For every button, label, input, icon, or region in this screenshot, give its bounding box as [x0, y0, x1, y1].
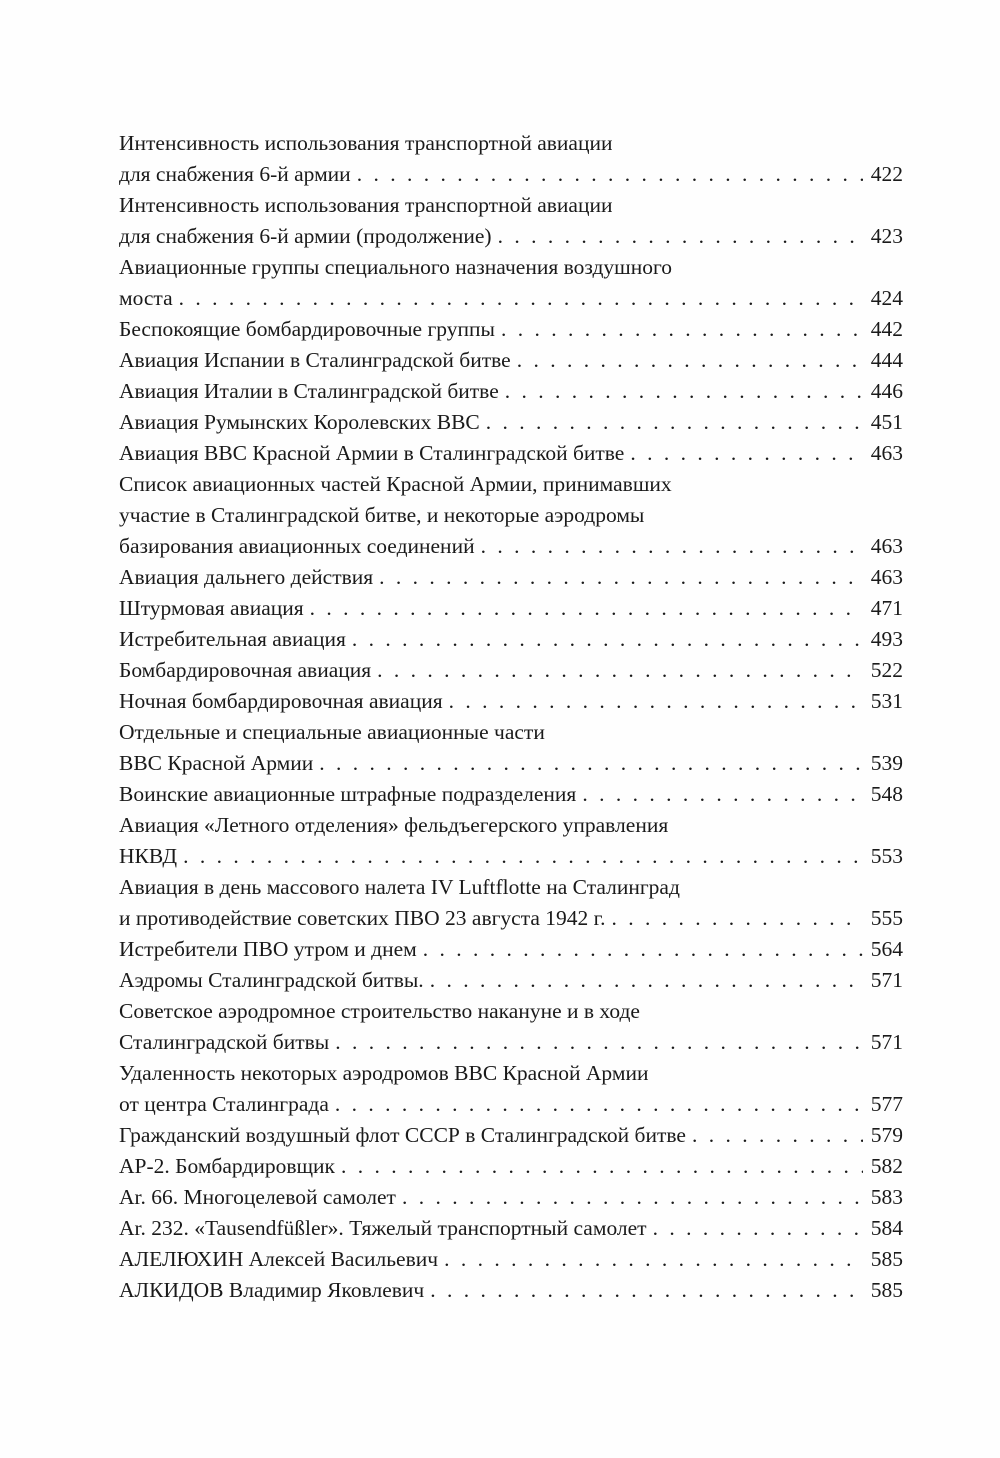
- toc-entry-title-line: Авиация Румынских Королевских ВВС: [119, 410, 480, 434]
- toc-entry: [119, 686, 903, 717]
- toc-entry: [119, 593, 903, 624]
- toc-entry-title-line: ВВС Красной Армии: [119, 751, 314, 775]
- toc-entry: [119, 810, 903, 872]
- toc-entry-title-line: Ночная бомбардировочная авиация: [119, 689, 443, 713]
- toc-entry-last-line: [119, 531, 903, 562]
- toc-entry-last-line: [119, 593, 903, 624]
- dot-leader: [335, 1151, 863, 1182]
- toc-entry-last-line: [119, 438, 903, 469]
- toc-page-number: 463: [870, 534, 903, 558]
- toc-entry: [119, 438, 903, 469]
- toc-entry-title-line: Удаленность некоторых аэродромов ВВС Красной Армии: [119, 1061, 649, 1085]
- toc-entry-last-line: [119, 376, 903, 407]
- dot-leader: [624, 438, 863, 469]
- toc-entry-title-line: базирования авиационных соединений: [119, 534, 475, 558]
- toc-entry: [119, 1275, 903, 1306]
- toc-entry: [119, 407, 903, 438]
- toc-page-number: 522: [870, 658, 903, 682]
- toc-entry: [119, 345, 903, 376]
- toc-entry: [119, 717, 903, 779]
- toc-entry: [119, 314, 903, 345]
- dot-leader: [329, 1089, 863, 1120]
- toc-page-number: 446: [870, 379, 903, 403]
- toc-entry-title-line: Авиационные группы специального назначения воздушного: [119, 255, 673, 279]
- toc-entry-title-line: НКВД: [119, 844, 178, 868]
- dot-leader: [605, 903, 863, 934]
- table-of-contents: [119, 128, 903, 1306]
- toc-page-number: 571: [870, 1030, 903, 1054]
- toc-page-number: 424: [870, 286, 903, 310]
- toc-page-number: 423: [870, 224, 903, 248]
- toc-entry-title-line: Авиация ВВС Красной Армии в Сталинградской битве: [119, 441, 625, 465]
- toc-entry-last-line: [119, 903, 903, 934]
- dot-leader: [173, 283, 863, 314]
- toc-entry-last-line: [119, 1213, 903, 1244]
- dot-leader: [475, 531, 863, 562]
- toc-page-number: 579: [870, 1123, 903, 1147]
- toc-entry-title-line: Сталинградской битвы: [119, 1030, 330, 1054]
- toc-entry: [119, 624, 903, 655]
- toc-entry-last-line: [119, 1089, 903, 1120]
- toc-entry-title-line: АЛКИДОВ Владимир Яковлевич: [119, 1278, 425, 1302]
- toc-entry-title-line: Авиация дальнего действия: [119, 565, 374, 589]
- dot-leader: [647, 1213, 863, 1244]
- toc-entry-title-line: Интенсивность использования транспортной авиации: [119, 131, 613, 155]
- toc-page-number: 493: [870, 627, 903, 651]
- toc-entry-title-line: для снабжения 6-й армии (продолжение): [119, 224, 492, 248]
- toc-page-number: 583: [870, 1185, 903, 1209]
- dot-leader: [499, 376, 863, 407]
- toc-entry-title-line: моста: [119, 286, 173, 310]
- toc-entry-last-line: [119, 1244, 903, 1275]
- toc-page-number: 471: [870, 596, 903, 620]
- toc-entry-last-line: [119, 686, 903, 717]
- toc-entry-title-line: Истребители ПВО утром и днем: [119, 937, 417, 961]
- toc-entry-title-line: участие в Сталинградской битве, и некоторые аэродромы: [119, 503, 645, 527]
- toc-page-number: 539: [870, 751, 903, 775]
- dot-leader: [396, 1182, 863, 1213]
- toc-page-number: 564: [870, 937, 903, 961]
- toc-entry: [119, 190, 903, 252]
- toc-entry-last-line: [119, 1275, 903, 1306]
- toc-entry: [119, 1058, 903, 1120]
- toc-entry: [119, 1182, 903, 1213]
- toc-page-number: 555: [870, 906, 903, 930]
- dot-leader: [424, 965, 863, 996]
- toc-entry: [119, 934, 903, 965]
- dot-leader: [371, 655, 863, 686]
- toc-entry-last-line: [119, 159, 903, 190]
- toc-page-number: 444: [870, 348, 903, 372]
- toc-page-number: 531: [870, 689, 903, 713]
- dot-leader: [686, 1120, 863, 1151]
- toc-entry-last-line: [119, 655, 903, 686]
- toc-entry-title-line: АР-2. Бомбардировщик: [119, 1154, 335, 1178]
- toc-entry-title-line: Аэдромы Сталинградской битвы.: [119, 968, 424, 992]
- toc-entry-title-line: и противодействие советских ПВО 23 августа 1942 г.: [119, 906, 606, 930]
- dot-leader: [373, 562, 863, 593]
- toc-entry: [119, 655, 903, 686]
- toc-entry-title-line: АЛЕЛЮХИН Алексей Васильевич: [119, 1247, 439, 1271]
- toc-page-number: 585: [870, 1247, 903, 1271]
- toc-entry-last-line: [119, 314, 903, 345]
- toc-entry: [119, 779, 903, 810]
- toc-entry-title-line: Ar. 66. Многоцелевой самолет: [119, 1185, 396, 1209]
- toc-entry-title-line: Авиация «Летного отделения» фельдъегерского управления: [119, 813, 669, 837]
- toc-entry-last-line: [119, 841, 903, 872]
- toc-entry: [119, 1120, 903, 1151]
- toc-entry: [119, 996, 903, 1058]
- toc-entry: [119, 872, 903, 934]
- toc-entry-title-line: Штурмовая авиация: [119, 596, 304, 620]
- dot-leader: [492, 221, 863, 252]
- dot-leader: [424, 1275, 863, 1306]
- dot-leader: [511, 345, 863, 376]
- toc-entry-title-line: Авиация Италии в Сталинградской битве: [119, 379, 499, 403]
- toc-entry: [119, 469, 903, 562]
- toc-entry-title-line: для снабжения 6-й армии: [119, 162, 351, 186]
- toc-entry-last-line: [119, 1182, 903, 1213]
- dot-leader: [177, 841, 863, 872]
- toc-entry-title-line: Список авиационных частей Красной Армии, принимавших: [119, 472, 672, 496]
- toc-entry-last-line: [119, 221, 903, 252]
- toc-page-number: 442: [870, 317, 903, 341]
- toc-entry-title-line: от центра Сталинграда: [119, 1092, 329, 1116]
- toc-entry-last-line: [119, 1027, 903, 1058]
- toc-entry-title-line: Воинские авиационные штрафные подразделения: [119, 782, 577, 806]
- toc-page-number: 577: [870, 1092, 903, 1116]
- dot-leader: [417, 934, 863, 965]
- toc-entry: [119, 1213, 903, 1244]
- dot-leader: [313, 748, 863, 779]
- toc-entry-title-line: Отдельные и специальные авиационные части: [119, 720, 545, 744]
- dot-leader: [351, 159, 863, 190]
- toc-entry: [119, 1244, 903, 1275]
- toc-entry-title-line: Ar. 232. «Tausendfüßler». Тяжелый транспортный самолет: [119, 1216, 647, 1240]
- toc-entry: [119, 1151, 903, 1182]
- toc-entry-title-line: Истребительная авиация: [119, 627, 346, 651]
- toc-page-number: 553: [870, 844, 903, 868]
- toc-entry: [119, 376, 903, 407]
- toc-entry-title-line: Бомбардировочная авиация: [119, 658, 372, 682]
- toc-entry-title-line: Интенсивность использования транспортной авиации: [119, 193, 613, 217]
- dot-leader: [443, 686, 863, 717]
- toc-entry: [119, 252, 903, 314]
- toc-entry-title-line: Гражданский воздушный флот СССР в Сталинградской битве: [119, 1123, 686, 1147]
- dot-leader: [576, 779, 863, 810]
- toc-entry: [119, 128, 903, 190]
- dot-leader: [480, 407, 863, 438]
- toc-entry-last-line: [119, 779, 903, 810]
- toc-page-number: 422: [870, 162, 903, 186]
- dot-leader: [304, 593, 863, 624]
- toc-entry-last-line: [119, 965, 903, 996]
- toc-entry-last-line: [119, 934, 903, 965]
- dot-leader: [346, 624, 863, 655]
- toc-page-number: 584: [870, 1216, 903, 1240]
- dot-leader: [438, 1244, 863, 1275]
- toc-entry-last-line: [119, 1120, 903, 1151]
- toc-entry-last-line: [119, 562, 903, 593]
- toc-page-number: 585: [870, 1278, 903, 1302]
- toc-page-number: 463: [870, 441, 903, 465]
- toc-page-number: 582: [870, 1154, 903, 1178]
- toc-entry-last-line: [119, 345, 903, 376]
- toc-entry: [119, 562, 903, 593]
- toc-entry-last-line: [119, 283, 903, 314]
- toc-entry: [119, 965, 903, 996]
- toc-entry-last-line: [119, 407, 903, 438]
- toc-page-number: 571: [870, 968, 903, 992]
- toc-entry-title-line: Авиация в день массового налета IV Luftflotte на Сталинград: [119, 875, 680, 899]
- dot-leader: [329, 1027, 863, 1058]
- toc-entry-last-line: [119, 1151, 903, 1182]
- toc-page-number: 463: [870, 565, 903, 589]
- toc-page-number: 451: [870, 410, 903, 434]
- toc-entry-title-line: Советское аэродромное строительство накануне и в ходе: [119, 999, 640, 1023]
- toc-entry-title-line: Беспокоящие бомбардировочные группы: [119, 317, 495, 341]
- toc-page-number: 548: [870, 782, 903, 806]
- dot-leader: [495, 314, 863, 345]
- toc-entry-last-line: [119, 748, 903, 779]
- toc-entry-title-line: Авиация Испании в Сталинградской битве: [119, 348, 511, 372]
- toc-entry-last-line: [119, 624, 903, 655]
